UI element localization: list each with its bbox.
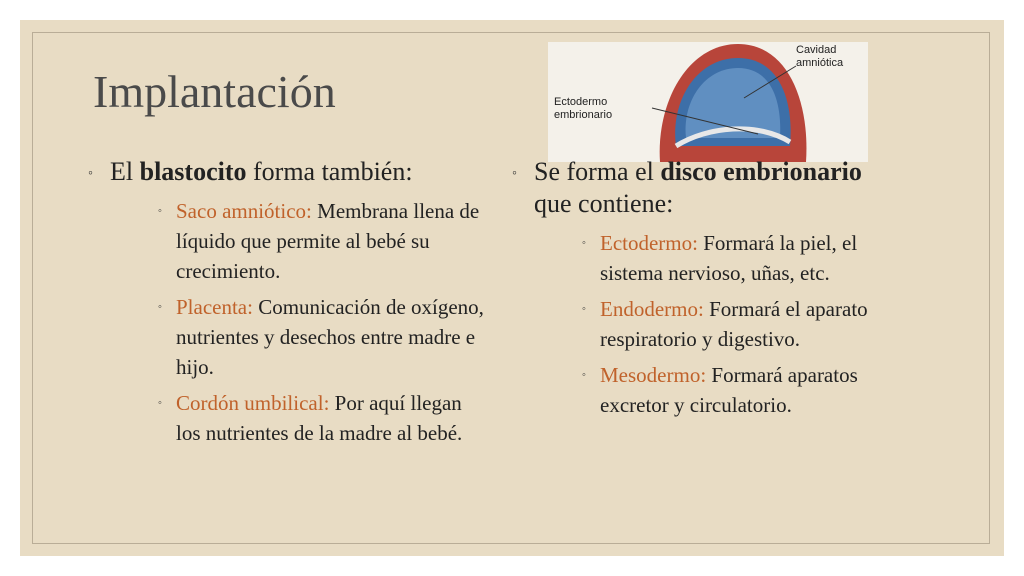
right-heading-bold: disco embrionario xyxy=(660,157,862,186)
circle-bullet-icon: ◦ xyxy=(512,166,517,181)
circle-bullet-icon: ◦ xyxy=(158,301,162,313)
circle-bullet-icon: ◦ xyxy=(158,397,162,409)
circle-bullet-icon: ◦ xyxy=(158,205,162,217)
circle-bullet-icon: ◦ xyxy=(582,303,586,315)
item-term: Endodermo: xyxy=(600,297,704,321)
ectoderm-label: Ectodermo embrionario xyxy=(554,96,613,121)
circle-bullet-icon: ◦ xyxy=(582,369,586,381)
circle-bullet-icon: ◦ xyxy=(88,166,93,181)
item-text: Formará el aparato respiratorio y digestivo. xyxy=(600,297,868,351)
left-heading-pre: El xyxy=(110,157,140,186)
right-item xyxy=(582,228,892,288)
item-text: Comunicación de oxígeno, nutrientes y desechos entre madre e hijo. xyxy=(176,295,484,379)
item-term: Cordón umbilical: xyxy=(176,391,330,415)
left-item xyxy=(158,292,488,382)
embryo-diagram-image xyxy=(548,42,868,162)
right-item xyxy=(582,294,892,354)
item-term: Saco amniótico: xyxy=(176,199,312,223)
left-item xyxy=(158,388,488,448)
slide-title: Implantación xyxy=(93,66,336,117)
left-heading-post: forma también: xyxy=(246,157,413,186)
item-term: Placenta: xyxy=(176,295,253,319)
right-column xyxy=(512,156,892,426)
item-text: Formará la piel, el sistema nervioso, uñas, etc. xyxy=(600,231,858,285)
item-text: Formará aparatos excretor y circulatorio. xyxy=(600,363,858,417)
left-heading-bold: blastocito xyxy=(139,157,247,186)
item-term: Ectodermo: xyxy=(600,231,698,255)
cavity-label: Cavidad amniótica xyxy=(796,44,844,69)
right-heading-post: que contiene: xyxy=(534,189,674,218)
circle-bullet-icon: ◦ xyxy=(582,237,586,249)
item-text: Membrana llena de líquido que permite al bebé su crecimiento. xyxy=(176,199,480,283)
left-item xyxy=(158,196,488,286)
left-column xyxy=(88,156,488,454)
right-item xyxy=(582,360,892,420)
right-heading xyxy=(512,156,892,220)
right-heading-pre: Se forma el xyxy=(534,157,661,186)
item-text: Por aquí llegan los nutrientes de la madre al bebé. xyxy=(176,391,463,445)
left-heading xyxy=(88,156,488,188)
item-term: Mesodermo: xyxy=(600,363,707,387)
